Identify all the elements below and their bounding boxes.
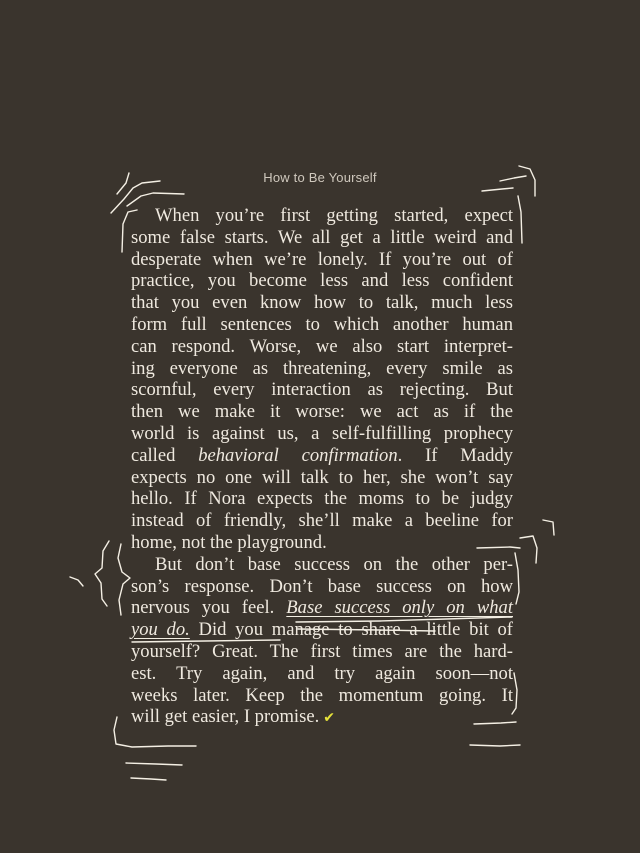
text-line: practice, you become less and less confident [131,270,513,292]
ink-stroke [520,536,537,563]
text-line: yourself? Great. The first times are the hard- [131,640,513,662]
text-line: hello. If Nora expects the moms to be judgy [131,488,513,510]
ink-stroke [518,196,522,243]
text-line [131,597,513,619]
body-text[interactable] [131,205,513,728]
text-line: home, not the playground. [131,531,327,553]
italic-term: behavioral confirmation [198,444,398,466]
paragraph-1 [131,205,513,554]
ink-stroke [118,544,130,615]
ink-stroke [515,553,519,604]
text-line: can respond. Worse, we also start interpret- [131,335,513,357]
ink-stroke [470,745,520,746]
text-line: When you’re first getting started, expect [155,205,513,226]
text-line [131,619,513,641]
text-line [131,445,513,467]
ink-stroke [126,763,182,765]
chapter-title: How to Be Yourself [263,170,377,185]
highlighted-italic: Base success only on what [286,597,513,619]
text-fragment: will get easier, I promise. [131,706,320,728]
text-line: desperate when we’re lonely. If you’re out of [131,248,513,270]
text-line [131,706,513,728]
ink-stroke [131,778,166,780]
text-line: expects no one will talk to her, she won’t say [131,466,513,488]
text-line: scornful, every interaction as rejecting. But [131,379,513,401]
paragraph-2 [131,554,513,728]
text-line: world is against us, a self-fulfilling prophecy [131,422,513,444]
text-fragment: nervous you feel. [131,597,275,619]
text-line: son’s response. Don’t base success on how [131,575,513,597]
text-line: that you even know how to talk, much less [131,292,513,314]
ink-stroke [95,541,109,606]
text-line: form full sentences to which another human [131,313,513,335]
ink-stroke [70,577,83,586]
text-line: But don’t base success on the other per- [155,553,513,575]
checkmark-icon: ✔ [323,710,335,727]
text-fragment: . If Maddy [397,444,513,466]
text-line: est. Try again, and try again soon—not [131,662,513,684]
text-line: ing everyone as threatening, every smile as [131,357,513,379]
text-line: some false starts. We all get a little weird and [131,226,513,248]
ink-stroke [482,188,513,191]
text-fragment: Did you manage to share a little bit of [198,619,513,641]
text-line: instead of friendly, she’ll make a beeline for [131,510,513,532]
ink-stroke [543,520,554,535]
text-line: weeks later. Keep the momentum going. It [131,684,513,706]
text-line: then we make it worse: we act as if the [131,401,513,423]
text-fragment: called [131,444,176,466]
highlighted-italic: you do. [131,619,190,641]
